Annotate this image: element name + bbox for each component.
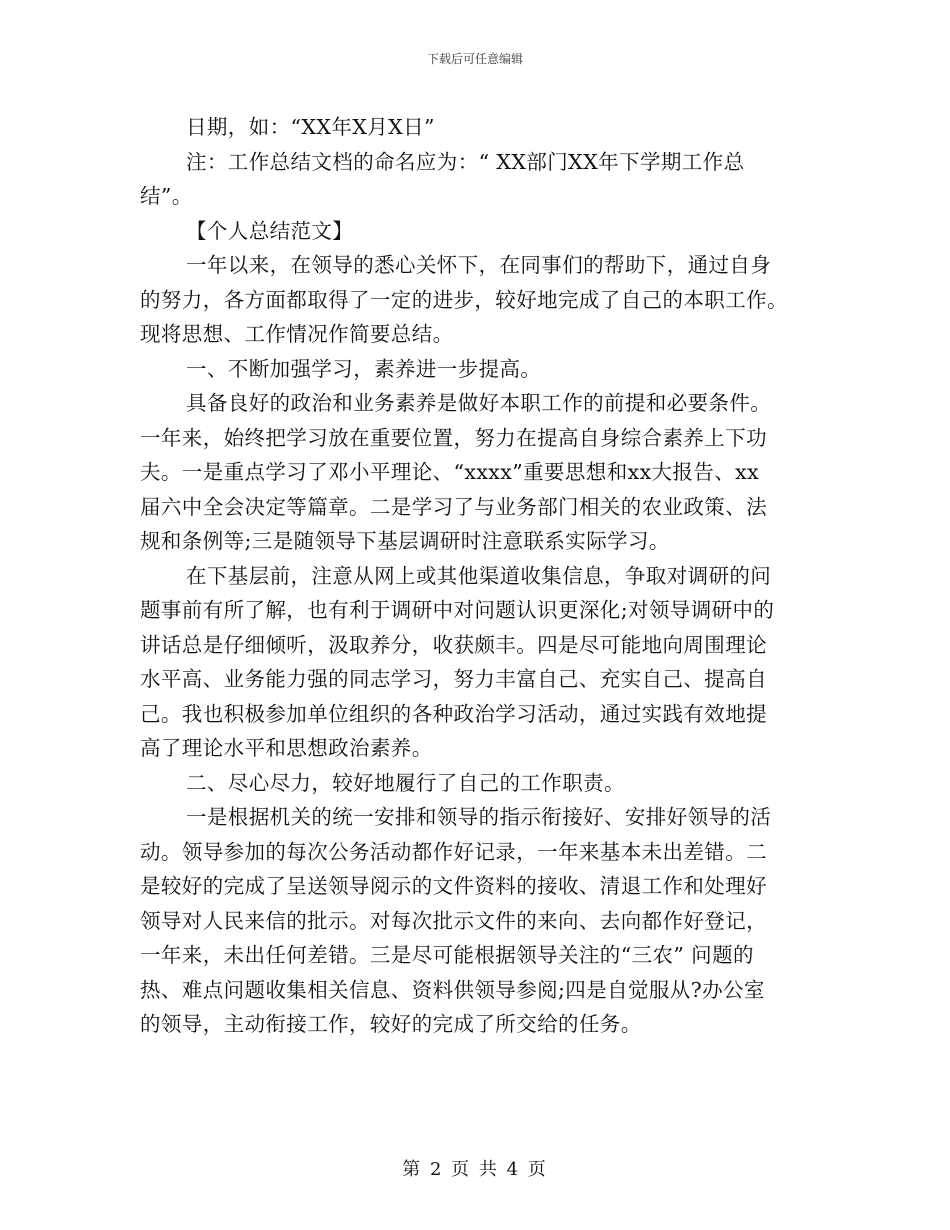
body-line: 夫。一是重点学习了邓小平理论、“xxxx”重要思想和xx大报告、xx: [140, 460, 760, 484]
body-line: 结”。: [140, 184, 193, 208]
body-line: 己。我也积极参加单位组织的各种政治学习活动，通过实践有效地提: [140, 701, 767, 726]
section-heading: 【个人总结范文】: [186, 218, 354, 243]
document-body: [140, 110, 815, 1042]
body-line: 热、难点问题收集相关信息、资料供领导参阅;四是自觉服从?办公室: [140, 977, 765, 1002]
page-header: 下载后可任意编辑: [426, 52, 523, 66]
body-line: 在下基层前，注意从网上或其他渠道收集信息，争取对调研的问: [186, 563, 772, 588]
body-line: 一年来，始终把学习放在重要位置，努力在提高自身综合素养上下功: [140, 425, 767, 450]
body-line: 一是根据机关的统一安排和领导的指示衔接好、安排好领导的活: [186, 805, 772, 829]
body-line: 是较好的完成了呈送领导阅示的文件资料的接收、清退工作和处理好: [140, 874, 767, 898]
body-line: 现将思想、工作情况作简要总结。: [140, 322, 454, 346]
body-line: 水平高、业务能力强的同志学习，努力丰富自己、充实自己、提高自: [140, 667, 767, 691]
page-number: 第 2 页 共 4 页: [402, 1159, 548, 1180]
section-heading: 一、不断加强学习，素养进一步提高。: [186, 356, 542, 381]
body-line: 规和条例等;三是随领导下基层调研时注意联系实际学习。: [140, 529, 670, 553]
body-line: 讲话总是仔细倾听，汲取养分，收获颇丰。四是尽可能地向周围理论: [140, 632, 767, 657]
body-line: 高了理论水平和思想政治素养。: [140, 736, 433, 760]
body-line: 注：工作总结文档的命名应为：“ XX部门XX年下学期工作总: [186, 149, 745, 174]
section-heading: 二、尽心尽力，较好地履行了自己的工作职责。: [186, 770, 625, 795]
body-line: 的领导，主动衔接工作，较好的完成了所交给的任务。: [140, 1012, 642, 1036]
body-line: 日期，如：“XX年X月X日”: [186, 115, 435, 139]
body-line: 领导对人民来信的批示。对每次批示文件的来向、去向都作好登记，: [140, 908, 767, 933]
body-line: 一年来，未出任何差错。三是尽可能根据领导关注的“三农” 问题的: [140, 943, 754, 967]
body-line: 题事前有所了解，也有利于调研中对问题认识更深化;对领导调研中的: [140, 598, 775, 622]
body-line: 具备良好的政治和业务素养是做好本职工作的前提和必要条件。: [186, 391, 772, 415]
body-line: 动。领导参加的每次公务活动都作好记录，一年来基本未出差错。二: [140, 839, 767, 864]
body-line: 届六中全会决定等篇章。二是学习了与业务部门相关的农业政策、法: [140, 494, 767, 519]
body-line: 一年以来，在领导的悉心关怀下，在同事们的帮助下，通过自身: [186, 253, 772, 277]
body-line: 的努力，各方面都取得了一定的进步，较好地完成了自己的本职工作。: [140, 287, 788, 312]
